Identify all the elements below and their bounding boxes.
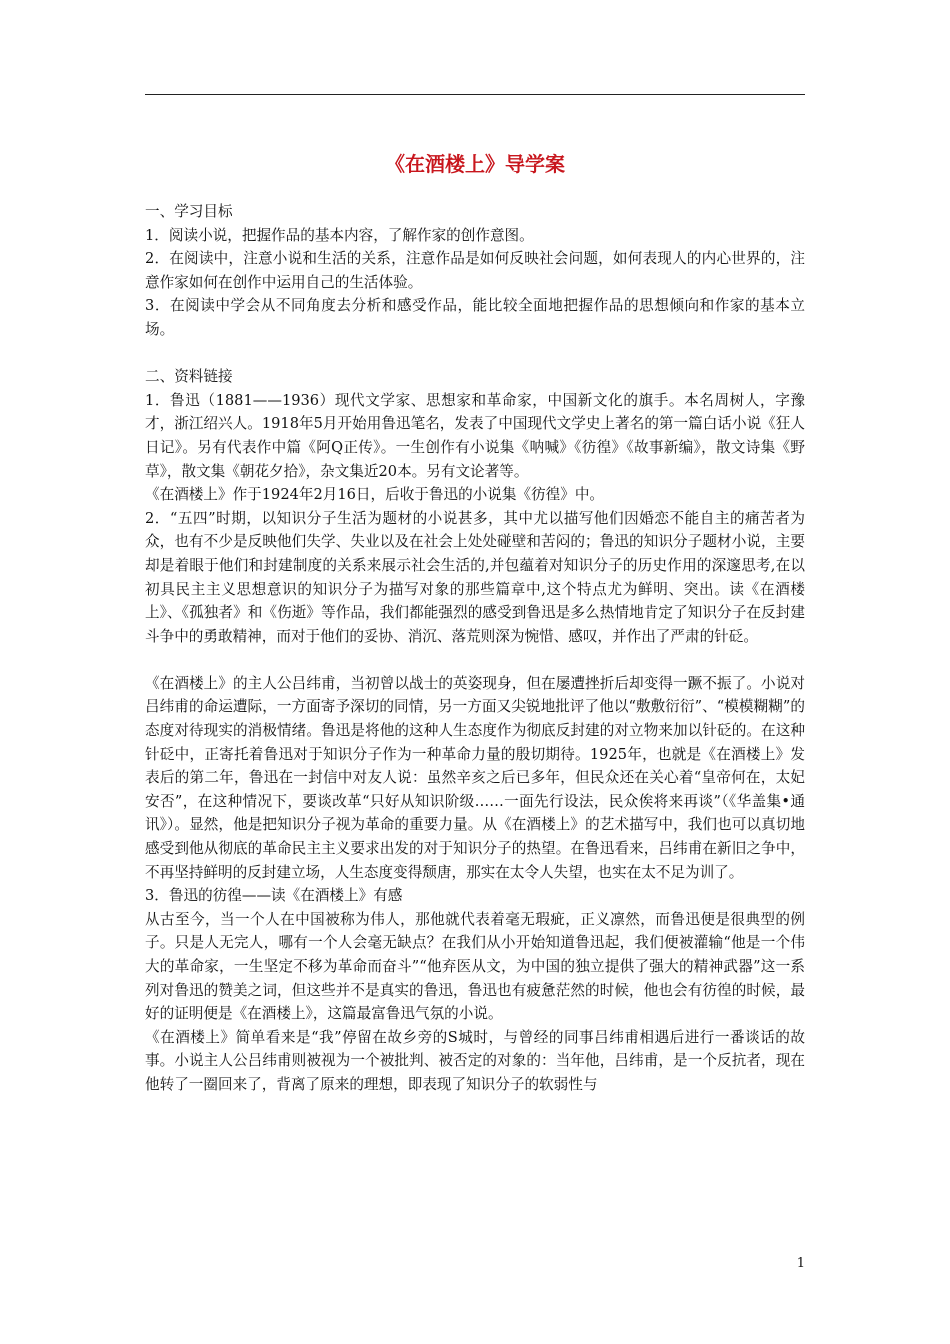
goal-item-1: 1．阅读小说，把握作品的基本内容，了解作家的创作意图。	[145, 226, 534, 244]
material-subheading-3: 3．鲁迅的彷徨——读《在酒楼上》有感	[145, 887, 403, 905]
material-paragraph-4: 《在酒楼上》的主人公吕纬甫，当初曾以战士的英姿现身，但在屡遭挫折后却变得一蹶不振了。小说对吕纬甫的命运遭际，一方面寄予深切的同情，另一方面又尖锐地批评了他以“敷敷衍衍”、“模模糊糊”的态度对待现实的消极情绪。鲁迅是将他的这种人生态度作为彻底反封建的对立物来加以针砭的。在这种针砭中，正寄托着鲁迅对于知识分子作为一种革命力量的殷切期待。1925年，也就是《在酒楼上》发表后的第二年，鲁迅在一封信中对友人说：虽然辛亥之后已多年，但民众还在关心着“皇帝何在，太妃安否”，在这种情况下，要谈改革“只好从知识阶级……一面先行设法，民众俟将来再谈”（《华盖集•通讯》）。显然，他是把知识分子视为革命的重要力量。从《在酒楼上》的艺术描写中，我们也可以真切地感受到他从彻底的革命民主主义要求出发的对于知识分子的热望。在鲁迅看来，吕纬甫在新旧之争中，不再坚持鲜明的反封建立场，人生态度变得颓唐，那实在太令人失望，也实在太不足为训了。	[145, 674, 805, 881]
goal-item-2: 2．在阅读中，注意小说和生活的关系，注意作品是如何反映社会问题，如何表现人的内心世界的，注意作家如何在创作中运用自己的生活体验。	[145, 250, 805, 291]
paragraph-gap	[145, 648, 805, 672]
section-heading-materials: 二、资料链接	[145, 368, 233, 386]
section-heading-goals: 一、学习目标	[145, 203, 233, 220]
material-paragraph-1: 1．鲁迅（1881——1936）现代文学家、思想家和革命家，中国新文化的旗手。本名周树人，字豫才，浙江绍兴人。1918年5月开始用鲁迅笔名，发表了中国现代文学史上著名的第一篇白话小说《狂人日记》。另有代表作中篇《阿Q正传》。一生创作有小说集《呐喊》《彷徨》《故事新编》，散文诗集《野草》，散文集《朝花夕拾》，杂文集近20本。另有文论著等。	[145, 391, 805, 480]
document-body	[145, 200, 805, 1097]
page-number: 1	[796, 1256, 805, 1271]
material-paragraph-2: 《在酒楼上》作于1924年2月16日，后收于鲁迅的小说集《彷徨》中。	[145, 486, 605, 504]
material-paragraph-7: 《在酒楼上》简单看来是“我”停留在故乡旁的S城时，与曾经的同事吕纬甫相遇后进行一番谈话的故事。小说主人公吕纬甫则被视为一个被批判、被否定的对象的：当年他，吕纬甫，是一个反抗者，现在他转了一圈回来了，背离了原来的理想，即表现了知识分子的软弱性与	[145, 1028, 805, 1093]
material-paragraph-3: 2．“五四”时期，以知识分子生活为题材的小说甚多，其中尤以描写他们因婚恋不能自主的痛苦者为众，也有不少是反映他们失学、失业以及在社会上处处碰壁和苦闷的；鲁迅的知识分子题材小说，主要却是着眼于他们和封建制度的关系来展示社会生活的,并包蕴着对知识分子的历史作用的深邃思考,在以初具民主主义思想意识的知识分子为描写对象的那些篇章中,这个特点尤为鲜明、突出。读《在酒楼上》、《孤独者》和《伤逝》等作品，我们都能强烈的感受到鲁迅是多么热情地肯定了知识分子在反封建斗争中的勇敢精神，而对于他们的妥协、消沉、落荒则深为惋惜、感叹，并作出了严肃的针砭。	[145, 509, 805, 645]
document-title: 《在酒楼上》导学案	[385, 152, 565, 176]
material-paragraph-6: 从古至今，当一个人在中国被称为伟人，那他就代表着毫无瑕疵，正义凛然，而鲁迅便是很典型的例子。只是人无完人，哪有一个人会毫无缺点？在我们从小开始知道鲁迅起，我们便被灌输“他是一个伟大的革命家，一生坚定不移为革命而奋斗”“他弃医从文，为中国的独立提供了强大的精神武器”这一系列对鲁迅的赞美之词，但这些并不是真实的鲁迅，鲁迅也有疲惫茫然的时候，他也会有彷徨的时候，最好的证明便是《在酒楼上》，这篇最富鲁迅气氛的小说。	[145, 910, 805, 1023]
goal-item-3: 3．在阅读中学会从不同角度去分析和感受作品，能比较全面地把握作品的思想倾向和作家的基本立场。	[145, 297, 805, 338]
paragraph-gap	[145, 342, 805, 366]
header-rule	[145, 94, 805, 95]
